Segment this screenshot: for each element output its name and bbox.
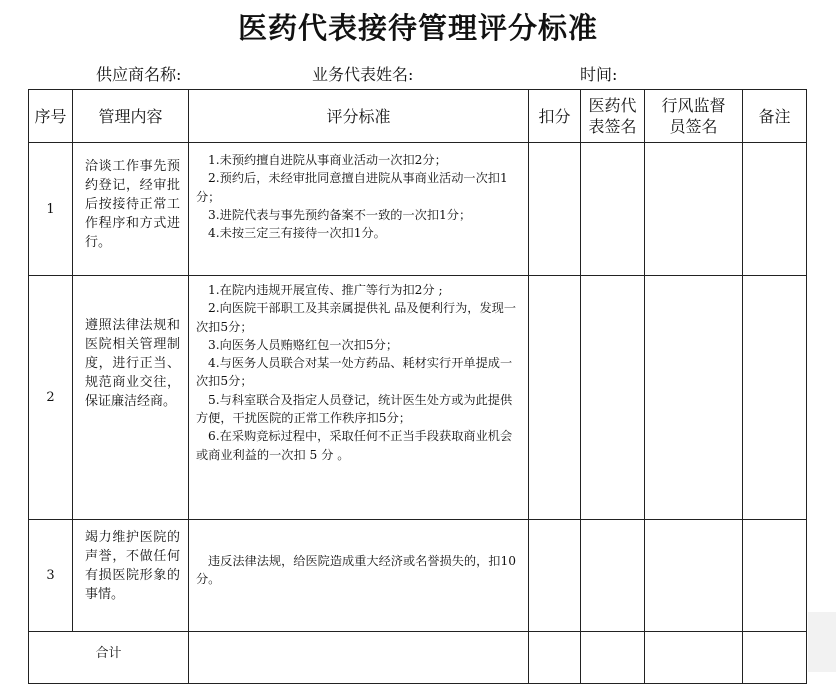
header-remark: 备注 — [743, 90, 807, 143]
criteria-item: 1.未预约擅自进院从事商业活动一次扣2分； — [208, 153, 447, 167]
total-label: 合计 — [29, 632, 189, 684]
header-seq: 序号 — [29, 90, 73, 143]
row-seq: 3 — [29, 520, 73, 632]
deduct-cell[interactable] — [529, 520, 581, 632]
total-row — [29, 632, 807, 684]
row-criteria — [189, 520, 529, 632]
header-rep-sign: 医药代表签名 — [581, 90, 645, 143]
remark-cell[interactable] — [743, 520, 807, 632]
total-criteria-cell — [189, 632, 529, 684]
page-edge-shade — [808, 612, 836, 672]
criteria-item: 1.在院内违规开展宣传、推广等行为扣2分 ; — [208, 283, 443, 297]
table-header-row — [29, 90, 807, 143]
total-rep-sign-cell[interactable] — [581, 632, 645, 684]
criteria-item: 5.与科室联合及指定人员登记，统计医生处方或为此提供方便，干扰医院的正常工作秩序扣5分； — [196, 392, 513, 426]
remark-cell[interactable] — [743, 143, 807, 276]
rep-sign-cell[interactable] — [581, 520, 645, 632]
row-criteria — [189, 276, 529, 520]
row-content: 洽谈工作事先预约登记，经审批后按接待正常工作程序和方式进行。 — [73, 143, 189, 276]
rep-sign-cell[interactable] — [581, 143, 645, 276]
inspector-sign-cell[interactable] — [645, 143, 743, 276]
criteria-item: 3.进院代表与事先预约备案不一致的一次扣1分； — [208, 207, 472, 222]
scoring-table — [28, 89, 807, 684]
row-seq: 2 — [29, 276, 73, 520]
inspector-sign-cell[interactable] — [645, 520, 743, 632]
rep-sign-cell[interactable] — [581, 276, 645, 520]
remark-cell[interactable] — [743, 276, 807, 520]
inspector-sign-cell[interactable] — [645, 276, 743, 520]
row-seq: 1 — [29, 143, 73, 276]
row-criteria — [189, 143, 529, 276]
criteria-item: 2.预约后，未经审批同意擅自进院从事商业活动一次扣1 分； — [196, 171, 508, 204]
header-criteria: 评分标准 — [189, 90, 529, 143]
criteria-item: 4.未按三定三有接待一次扣1分。 — [208, 226, 386, 241]
criteria-item: 4.与医务人员联合对某一处方药品、耗材实行开单提成一次扣5分； — [196, 356, 513, 389]
rep-name-label: 业务代表姓名: — [312, 65, 414, 84]
table-row — [29, 143, 807, 276]
header-content: 管理内容 — [73, 90, 189, 143]
table-row — [29, 276, 807, 520]
row-content: 遵照法律法规和医院相关管理制度，进行正当、规范商业交往，保证廉洁经商。 — [73, 276, 189, 520]
criteria-item: 2.向医院干部职工及其亲属提供礼 品及便利行为，发现一次扣5分； — [196, 301, 517, 334]
deduct-cell[interactable] — [529, 276, 581, 520]
total-deduct-cell[interactable] — [529, 632, 581, 684]
criteria-item: 3.向医务人员贿赂红包一次扣5分； — [208, 337, 399, 352]
table-row — [29, 520, 807, 632]
header-deduct: 扣分 — [529, 90, 581, 143]
criteria-item: 违反法律法规，给医院造成重大经济或名誉损失的，扣10分。 — [196, 554, 517, 587]
time-label: 时间: — [580, 65, 618, 84]
row-content: 竭力维护医院的声誉，不做任何有损医院形象的事情。 — [73, 520, 189, 632]
header-inspector-sign: 行风监督员签名 — [645, 90, 743, 143]
criteria-item: 6.在采购竞标过程中，采取任何不正当手段获取商业机会或商业利益的一次扣 5 分 。 — [196, 429, 513, 462]
supplier-name-label: 供应商名称: — [96, 65, 182, 84]
total-remark-cell[interactable] — [743, 632, 807, 684]
document-title: 医药代表接待管理评分标准 — [237, 11, 598, 45]
total-inspector-sign-cell[interactable] — [645, 632, 743, 684]
deduct-cell[interactable] — [529, 143, 581, 276]
